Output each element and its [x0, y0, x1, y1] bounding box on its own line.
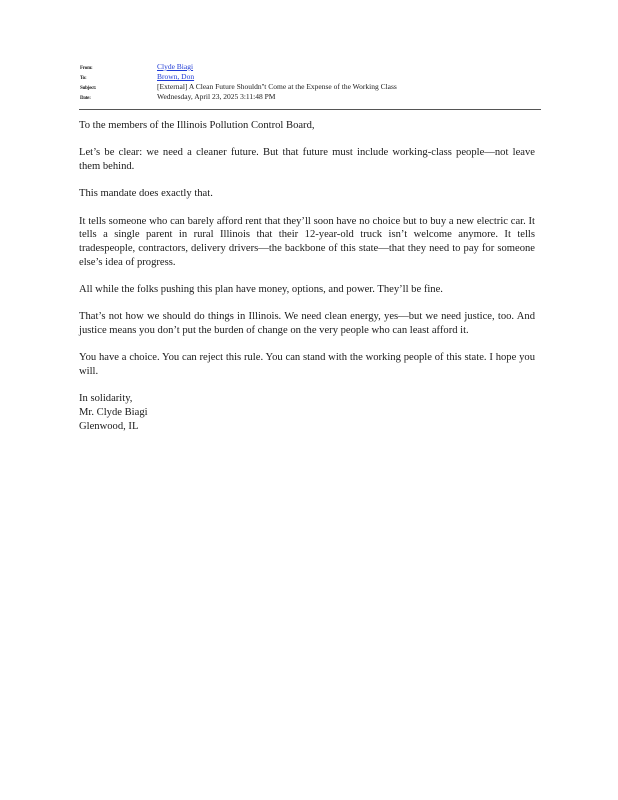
paragraph-5: That’s not how we should do things in Illinois. We need clean energy, yes—but we need justice, too. And justice means you don’t put the burden of change on the very people who can least afford it. — [79, 311, 535, 336]
paragraph-1: Let’s be clear: we need a cleaner future. But that future must include working-class people—not leave them behind. — [79, 147, 535, 172]
from-label: From: — [80, 66, 93, 71]
subject-label: Subject: — [80, 86, 97, 91]
paragraph-6: You have a choice. You can reject this rule. You can stand with the working people of this state. I hope you will. — [79, 352, 535, 377]
subject-row — [80, 82, 540, 92]
letter-body — [79, 119, 535, 433]
paragraph-4: All while the folks pushing this plan have money, options, and power. They’ll be fine. — [79, 284, 443, 295]
from-row — [80, 62, 540, 72]
date-value: Wednesday, April 23, 2025 3:11:48 PM — [157, 92, 276, 101]
to-row — [80, 72, 540, 82]
to-label: To: — [80, 76, 87, 81]
paragraph-2: This mandate does exactly that. — [79, 188, 213, 200]
to-link[interactable]: Brown, Don — [157, 72, 195, 81]
closing: In solidarity, — [79, 393, 133, 405]
paragraph-3: It tells someone who can barely afford rent that they’ll soon have no choice but to buy a new electric car. It tells a single parent in rural Illinois that their 12-year-old truck isn’t welcome anymore. It tells tradespeople, contractors, delivery drivers—the backbone of this state—that they need to pay for someone else’s idea of progress. — [79, 215, 535, 268]
subject-value: [External] A Clean Future Shouldn''t Come at the Expense of the Working Class — [157, 82, 397, 91]
signer-name: Mr. Clyde Biagi — [79, 406, 148, 418]
date-row — [80, 92, 540, 102]
signature-block — [79, 392, 535, 433]
date-label: Date: — [80, 96, 91, 101]
header-divider — [79, 109, 541, 110]
from-link[interactable]: Clyde Biagi — [157, 62, 194, 71]
signer-location: Glenwood, IL — [79, 420, 139, 432]
salutation: To the members of the Illinois Pollution Control Board, — [79, 120, 315, 131]
email-header — [80, 62, 540, 102]
